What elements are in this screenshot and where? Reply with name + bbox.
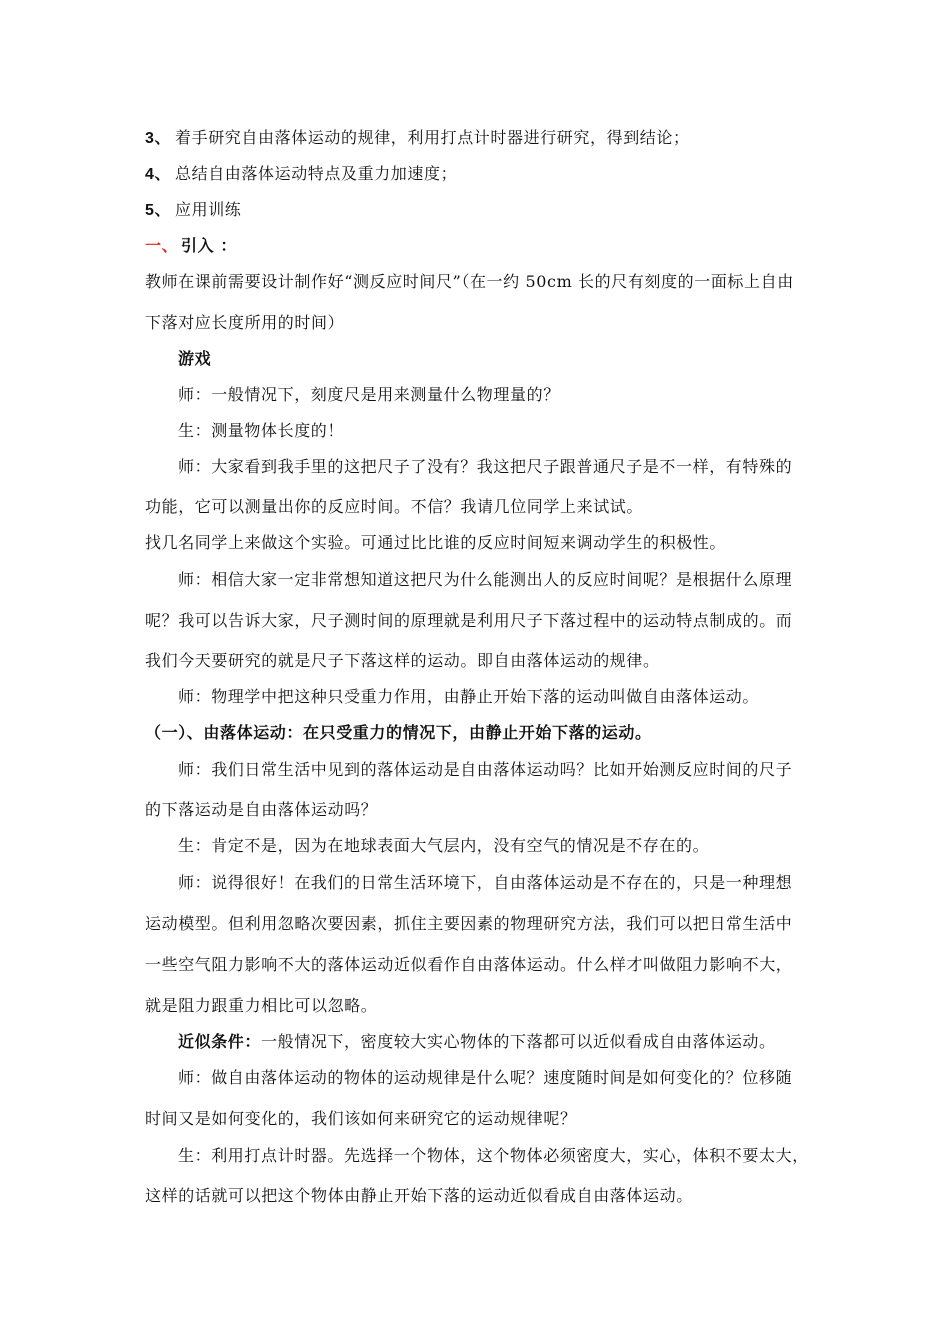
dialog-line: 生：测量物体长度的！	[178, 421, 345, 440]
dialog-line: 我们今天要研究的就是尺子下落这样的运动。即自由落体运动的规律。	[145, 651, 660, 670]
list-number: 5、	[145, 202, 172, 219]
dialog-line: 师：我们日常生活中见到的落体运动是自由落体运动吗？比如开始测反应时间的尺子	[178, 760, 793, 779]
intro-paragraph-line-1: 教师在课前需要设计制作好“测反应时间尺”（在一约 50cm 长的尺有刻度的一面标上自由	[145, 272, 794, 291]
approx-condition	[178, 1032, 848, 1052]
dialog-line: 就是阻力跟重力相比可以忽略。	[145, 996, 378, 1015]
dialog-line: 师：做自由落体运动的物体的运动规律是什么呢？速度随时间是如何变化的？位移随	[178, 1068, 793, 1087]
list-text: 着手研究自由落体运动的规律，利用打点计时器进行研究，得到结论；	[175, 128, 690, 147]
dialog-line: 呢？我可以告诉大家，尺子测时间的原理就是利用尺子下落过程中的运动特点制成的。而	[145, 611, 793, 630]
dialog-line: 这样的话就可以把这个物体由静止开始下落的运动近似看成自由落体运动。	[145, 1186, 693, 1205]
dialog-line: 时间又是如何变化的，我们该如何来研究它的运动规律呢？	[145, 1109, 577, 1128]
list-text: 总结自由落体运动特点及重力加速度；	[175, 164, 458, 183]
dialog-line: 生：肯定不是，因为在地球表面大气层内，没有空气的情况是不存在的。	[178, 836, 710, 855]
section-number: 一、	[145, 236, 179, 255]
dialog-line: 功能，它可以测量出你的反应时间。不信？我请几位同学上来试试。	[145, 497, 644, 516]
list-text: 应用训练	[175, 200, 242, 219]
approx-text: 一般情况下，密度较大实心物体的下落都可以近似看成自由落体运动。	[261, 1032, 776, 1051]
dialog-line: 师：物理学中把这种只受重力作用，由静止开始下落的运动叫做自由落体运动。	[178, 687, 760, 706]
game-heading: 游戏	[178, 349, 212, 368]
dialog-line: 生：利用打点计时器。先选择一个物体，这个物体必须密度大，实心，体积不要太大，	[178, 1146, 809, 1165]
list-number: 4、	[145, 166, 172, 183]
section-heading	[145, 236, 815, 256]
list-item-4	[145, 164, 815, 185]
list-item-5	[145, 200, 815, 221]
list-number: 3、	[145, 130, 172, 147]
dialog-line: 师：一般情况下，刻度尺是用来测量什么物理量的？	[178, 385, 560, 404]
list-item-3	[145, 128, 815, 149]
approx-label: 近似条件：	[178, 1032, 262, 1051]
dialog-line: 运动模型。但利用忽略次要因素，抓住主要因素的物理研究方法，我们可以把日常生活中	[145, 914, 793, 933]
dialog-line: 师：相信大家一定非常想知道这把尺为什么能测出人的反应时间呢？是根据什么原理	[178, 570, 793, 589]
intro-paragraph-line-2: 下落对应长度所用的时间）	[145, 313, 345, 332]
dialog-line: 的下落运动是自由落体运动吗？	[145, 800, 378, 819]
dialog-line: 师：说得很好！在我们的日常生活环境下，自由落体运动是不存在的，只是一种理想	[178, 873, 793, 892]
dialog-line: 一些空气阻力影响不大的落体运动近似看作自由落体运动。什么样才叫做阻力影响不大，	[145, 955, 793, 974]
subsection-heading: （一）、由落体运动：在只受重力的情况下，由静止开始下落的运动。	[145, 723, 652, 742]
section-title: 引入 ：	[181, 236, 237, 255]
dialog-line: 师：大家看到我手里的这把尺子了没有？我这把尺子跟普通尺子是不一样，有特殊的	[178, 457, 793, 476]
dialog-line: 找几名同学上来做这个实验。可通过比比谁的反应时间短来调动学生的积极性。	[145, 533, 727, 552]
